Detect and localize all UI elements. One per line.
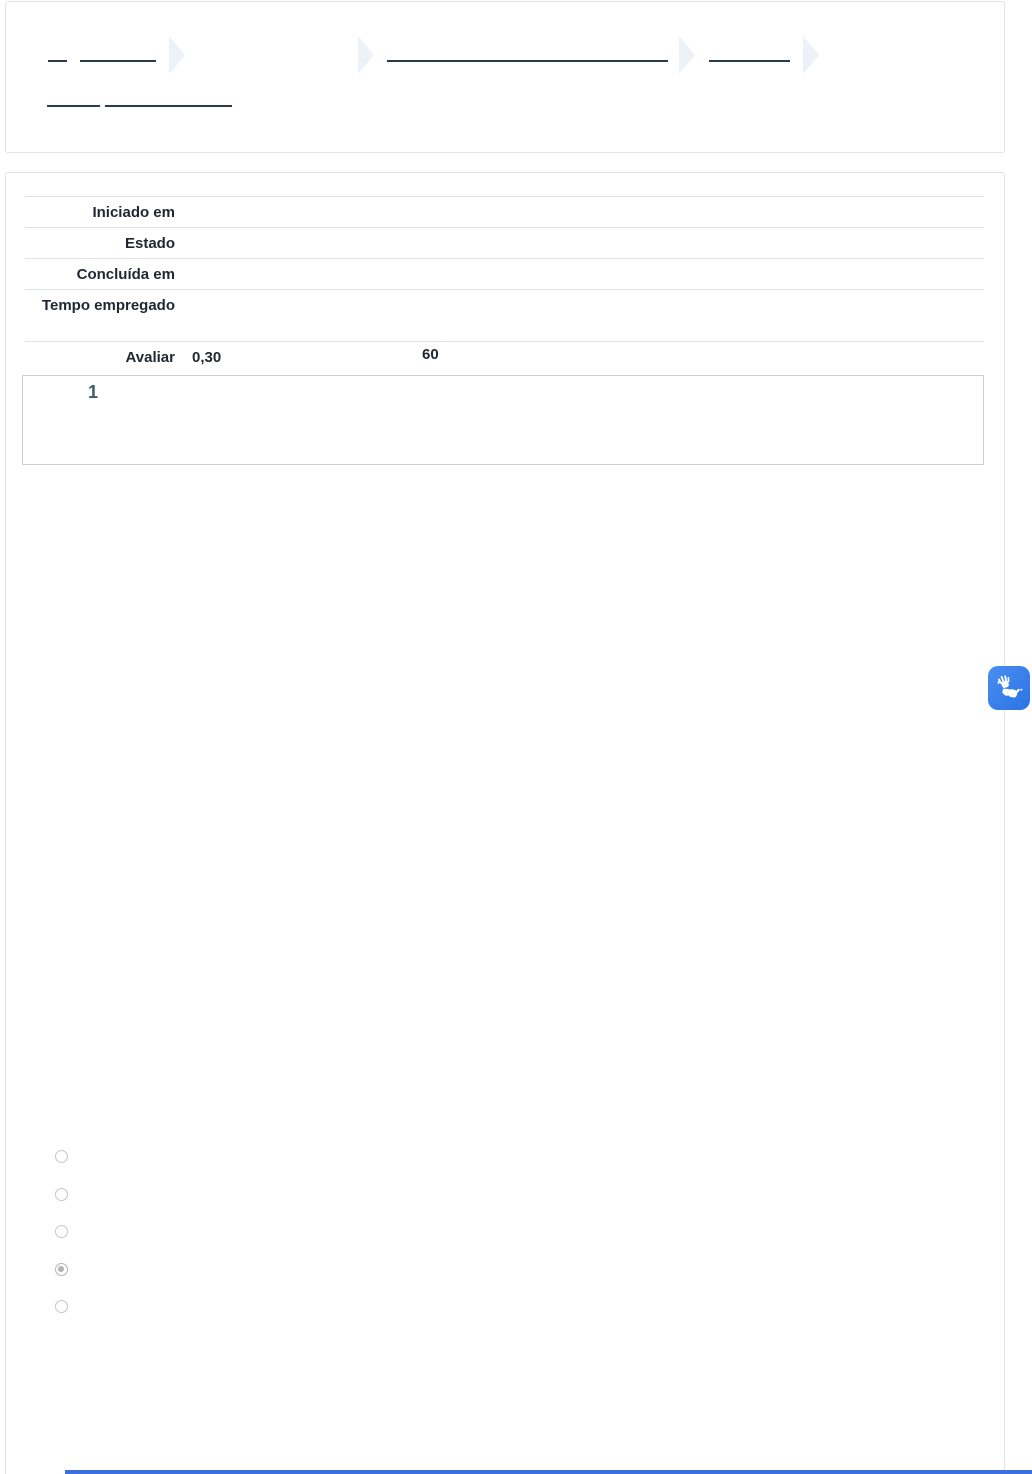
grade-value: 0,30 <box>192 349 222 366</box>
radio-option[interactable] <box>55 1263 68 1276</box>
chevron-right-icon <box>803 36 819 74</box>
breadcrumb-link-5[interactable] <box>47 92 100 107</box>
row-value <box>175 342 984 373</box>
chevron-right-icon <box>679 36 695 74</box>
sign-language-hands-icon <box>992 671 1026 705</box>
radio-option[interactable] <box>55 1150 68 1163</box>
row-value <box>175 259 984 290</box>
chevron-right-icon <box>169 36 185 74</box>
question-info-box <box>22 375 984 465</box>
attempt-summary-table <box>25 196 984 372</box>
breadcrumb-card <box>5 1 1005 153</box>
radio-option[interactable] <box>55 1225 68 1238</box>
table-row <box>25 197 984 228</box>
question-number: 1 <box>88 382 99 402</box>
table-row <box>25 290 984 342</box>
breadcrumb-link-4[interactable] <box>709 47 790 62</box>
table-row <box>25 342 984 373</box>
radio-option[interactable] <box>55 1300 68 1313</box>
breadcrumb-link-2[interactable] <box>80 47 156 62</box>
radio-option[interactable] <box>55 1188 68 1201</box>
answer-options <box>55 1150 68 1313</box>
breadcrumb-link-6[interactable] <box>105 92 232 107</box>
grade-max-value: 60 <box>422 346 439 363</box>
row-value <box>175 290 984 342</box>
handtalk-accessibility-button[interactable] <box>988 666 1030 710</box>
breadcrumb-link-3[interactable] <box>387 47 668 62</box>
row-label: Estado <box>124 235 175 252</box>
table-row <box>25 259 984 290</box>
chevron-right-icon <box>358 36 374 74</box>
row-value <box>175 228 984 259</box>
row-label: Tempo empregado <box>41 297 175 314</box>
row-label: Iniciado em <box>92 204 175 221</box>
row-value <box>175 197 984 228</box>
row-label: Avaliar <box>125 349 175 366</box>
table-row <box>25 228 984 259</box>
bottom-accessibility-bar <box>65 1470 1032 1474</box>
quiz-review-card <box>5 172 1005 1474</box>
breadcrumb-link-1[interactable] <box>48 47 67 62</box>
row-label: Concluída em <box>76 266 175 283</box>
